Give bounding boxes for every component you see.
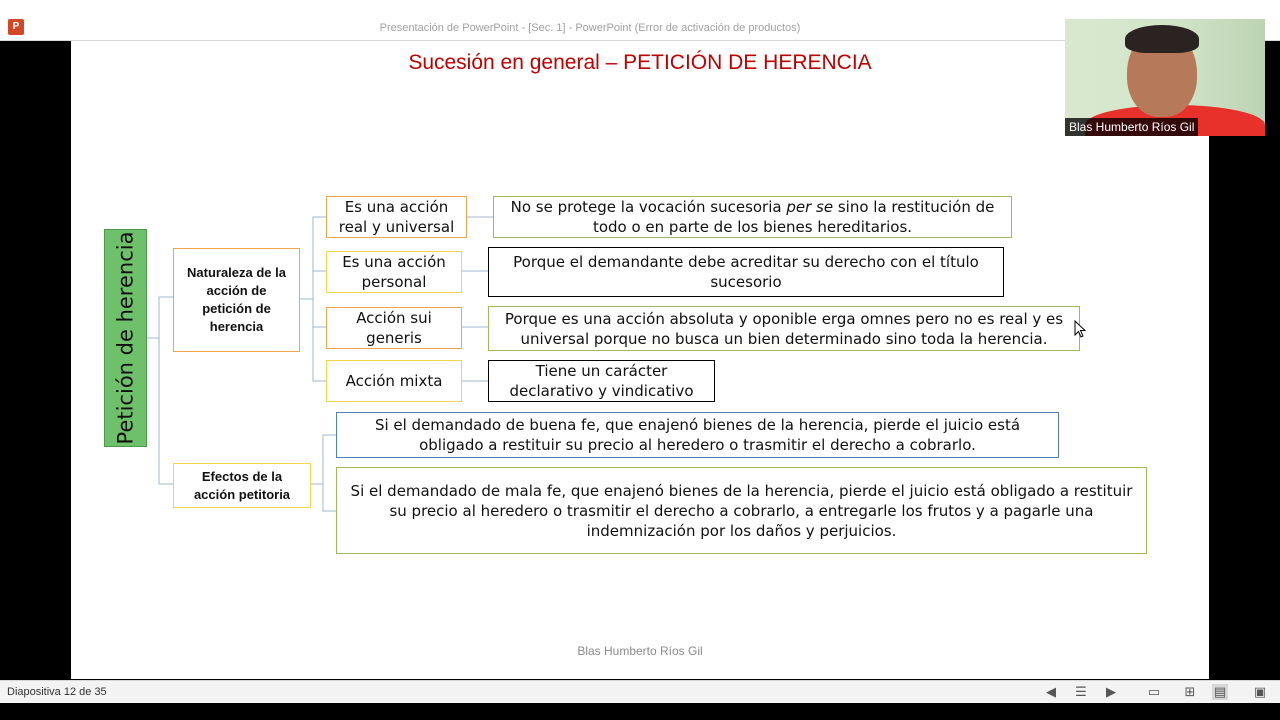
slide-sorter-icon[interactable]: ⊞ — [1184, 684, 1196, 699]
connector-effects-item-1 — [311, 435, 336, 484]
webcam-person-hair — [1125, 25, 1199, 53]
normal-view-icon[interactable]: ▭ — [1147, 684, 1161, 699]
notes-icon[interactable]: ☰ — [1075, 684, 1087, 699]
connector-effects-item-2 — [323, 484, 336, 511]
slideshow-icon[interactable]: ▣ — [1253, 684, 1267, 699]
connector-root-nature — [147, 297, 173, 338]
webcam-video — [1065, 19, 1265, 136]
nature-item-3: Acción sui generis — [326, 307, 462, 349]
mouse-cursor-icon — [1074, 320, 1086, 338]
nature-item-1: Es una acción real y universal — [326, 196, 467, 238]
slide-counter: Diapositiva 12 de 35 — [7, 686, 107, 698]
slide-footer: Blas Humberto Ríos Gil — [577, 644, 703, 658]
nature-item-2: Es una acción personal — [326, 251, 462, 293]
powerpoint-icon[interactable]: P — [8, 19, 24, 35]
nature-item-2-detail: Porque el demandante debe acreditar su derecho con el título sucesorio — [488, 247, 1004, 297]
effects-item-2: Si el demandado de mala fe, que enajenó bienes de la herencia, pierde el juicio está obligado a restituir su precio al heredero o trasmitir el derecho a cobrarlo, a entregarle los frutos y a pagarle una indemnización por los daños y perjuicios. — [336, 467, 1147, 554]
effects-item-1: Si el demandado de buena fe, que enajenó bienes de la herencia, pierde el juicio está obligado a restituir su precio al heredero o trasmitir el derecho a cobrarlo. — [336, 412, 1059, 458]
branch-nature: Naturaleza de la acción de petición de herencia — [173, 248, 300, 352]
webcam-participant-name: Blas Humberto Ríos Gil — [1065, 118, 1198, 136]
connector-root-effects — [159, 338, 173, 484]
connector-nature-item-4 — [313, 327, 326, 381]
previous-icon[interactable]: ◀ — [1046, 684, 1056, 699]
bottom-border — [0, 703, 1280, 720]
connector-nature-item-1 — [300, 217, 326, 299]
nature-item-3-detail: Porque es una acción absoluta y oponible erga omnes pero no es real y es universal porque no busca un bien determinado sino toda la herencia. — [488, 306, 1080, 351]
next-icon[interactable]: ▶ — [1106, 684, 1116, 699]
slide-title: Sucesión en general – PETICIÓN DE HERENCIA — [408, 51, 872, 74]
connector-nature-item-3 — [313, 299, 326, 327]
slide — [71, 41, 1209, 679]
nature-item-1-detail: No se protege la vocación sucesoria per se sino la restitución de todo o en parte de los bienes hereditarios. — [493, 196, 1012, 238]
nature-item-4: Acción mixta — [326, 360, 462, 402]
reading-view-icon[interactable]: ▤ — [1213, 684, 1227, 699]
window-title: Presentación de PowerPoint - [Sec. 1] - PowerPoint (Error de activación de productos) — [379, 22, 801, 34]
status-bar — [0, 680, 1280, 703]
nature-item-4-detail: Tiene un carácter declarativo y vindicativo — [488, 360, 715, 402]
root-node — [104, 229, 147, 447]
branch-effects: Efectos de la acción petitoria — [173, 463, 311, 508]
root-label: Petición de herencia — [113, 231, 138, 445]
